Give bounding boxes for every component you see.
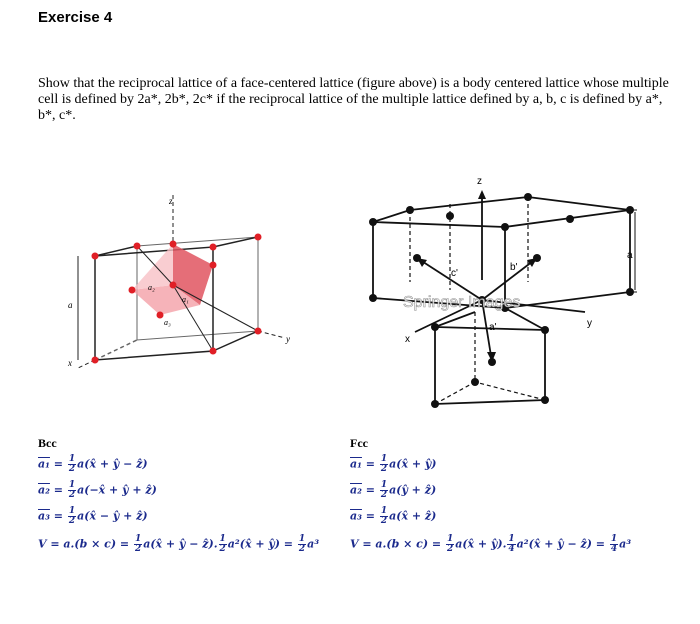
- fcc-a-vec-label: a': [489, 322, 497, 333]
- bcc-volume-formula: V = a.(b × c) = $\frac{1}{2}$ a(x̂ + ŷ − ẑ). $\frac{1}{2}$ a²(x̂ + ŷ) = $\frac{1}{2}$ a³: [38, 534, 320, 554]
- bcc-a1-label: a₁: [182, 295, 189, 304]
- fcc-b-label: b': [510, 262, 518, 273]
- bcc-a2-formula: a₂ = $\frac{1}{2}$ a(−x̂ + ŷ + ẑ): [38, 480, 157, 500]
- fcc-c-label: c': [451, 268, 458, 279]
- fcc-a1-formula: a₁ = $\frac{1}{2}$ a(x̂ + ŷ): [350, 454, 437, 474]
- bcc-a2-label: a₂: [148, 283, 155, 292]
- fcc-label: Fcc: [350, 436, 368, 450]
- bcc-x-label: x: [68, 358, 72, 368]
- bcc-z-label: z: [169, 196, 173, 206]
- bcc-a3-formula: a₃ = $\frac{1}{2}$ a(x̂ − ŷ + ẑ): [38, 506, 148, 526]
- fcc-y-label: y: [587, 318, 592, 329]
- bcc-y-label: y: [286, 334, 290, 344]
- bcc-label: Bcc: [38, 436, 57, 450]
- exercise-title: Exercise 4: [38, 9, 113, 26]
- fcc-x-label: x: [405, 334, 410, 345]
- bcc-a-label: a: [68, 300, 73, 310]
- bcc-a3-label: a₃: [164, 318, 171, 327]
- fcc-lattice-figure: [355, 172, 645, 422]
- bcc-a1-formula: a₁ = $\frac{1}{2}$ a(x̂ + ŷ − ẑ): [38, 454, 148, 474]
- fcc-a-dim-label: a: [627, 250, 633, 261]
- springer-watermark: Springer Images: [403, 294, 521, 311]
- fcc-a2-formula: a₂ = $\frac{1}{2}$ a(ŷ + ẑ): [350, 480, 437, 500]
- exercise-statement: Show that the reciprocal lattice of a face-centered lattice (figure above) is a body centered lattice whose multiple cell is defined by 2a*, 2b*, 2c* if the reciprocal lattice of the multiple lattice defined by a, b, c is defined by a*, b*, c*.: [38, 76, 669, 123]
- bcc-cube-figure: [60, 190, 300, 380]
- fcc-a3-formula: a₃ = $\frac{1}{2}$ a(x̂ + ẑ): [350, 506, 437, 526]
- fcc-volume-formula: V = a.(b × c) = $\frac{1}{2}$ a(x̂ + ŷ). $\frac{1}{4}$ a²(x̂ + ŷ − ẑ) = $\frac{1}{4}$ a³: [350, 534, 632, 554]
- fcc-z-label: z: [477, 176, 482, 187]
